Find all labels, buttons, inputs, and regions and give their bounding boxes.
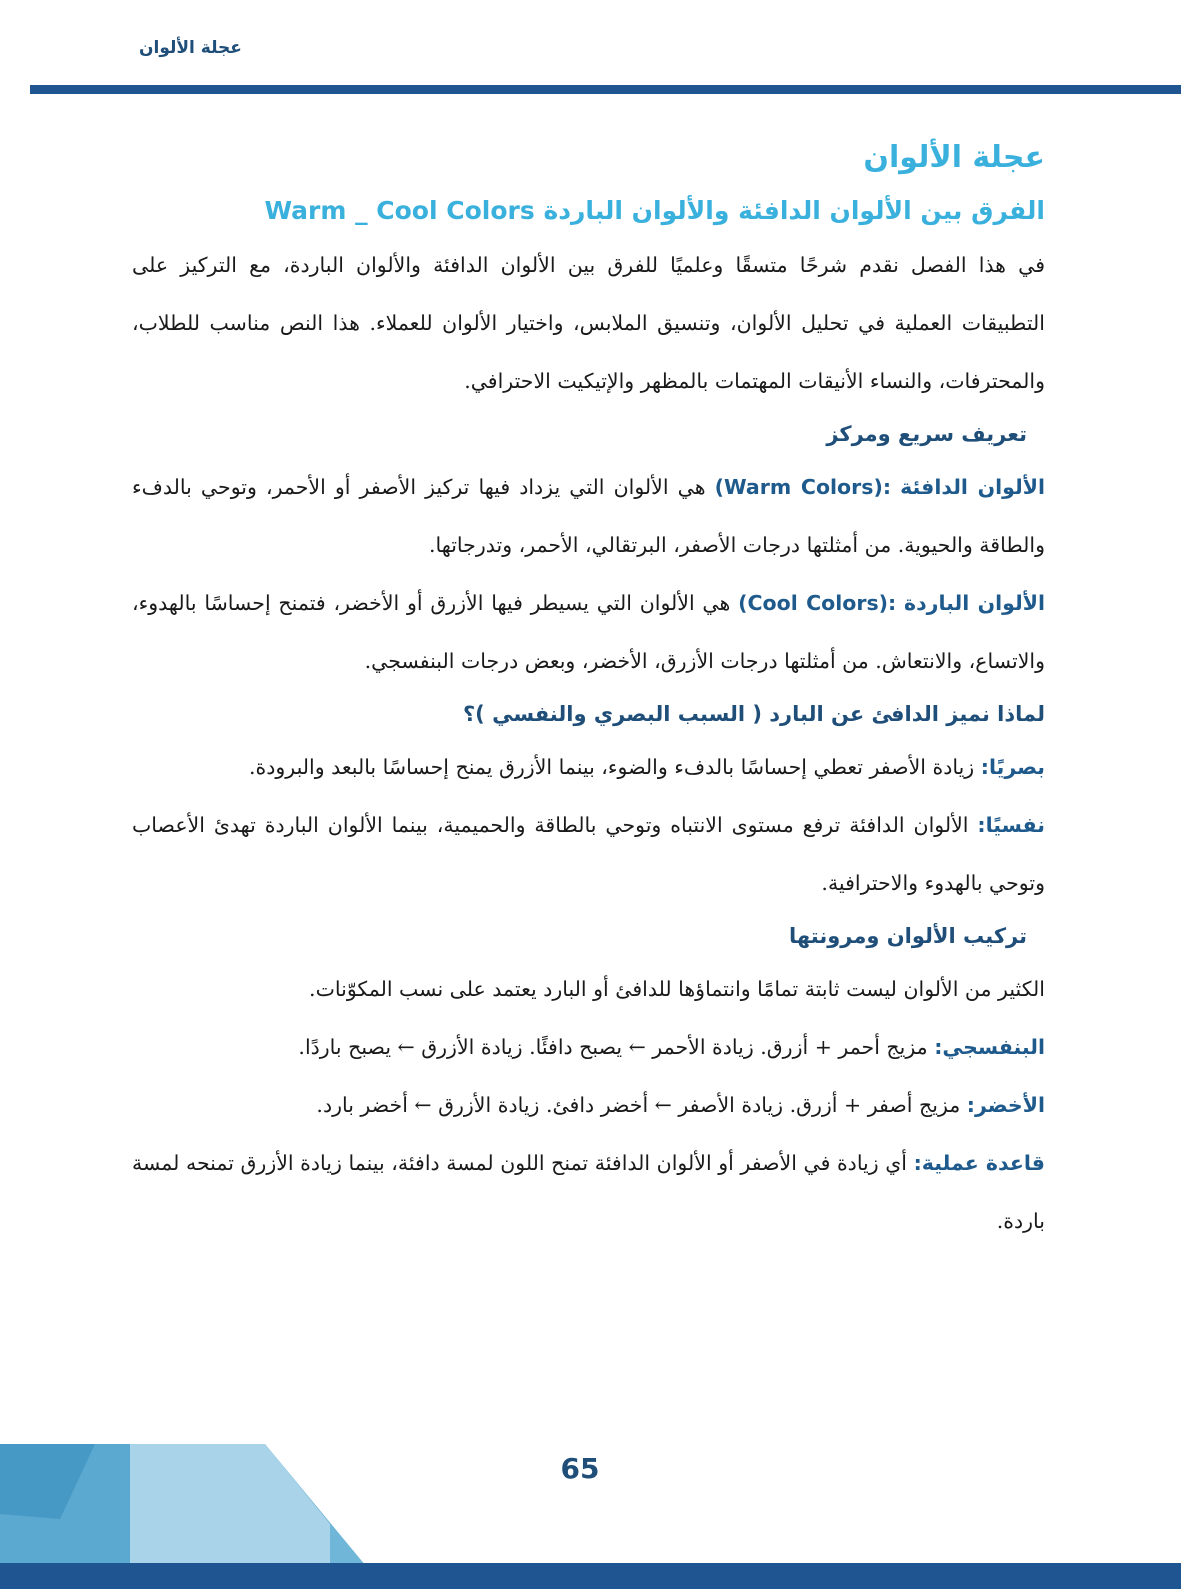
section-heading-quick-definition: تعريف سريع ومركز xyxy=(826,422,1027,446)
subtitle-english: Warm _ Cool Colors xyxy=(264,196,535,225)
psychological-term: نفسيًا: xyxy=(977,813,1045,837)
cool-colors-english: (Cool Colors): xyxy=(738,591,897,615)
running-header-title: عجلة الألوان xyxy=(139,38,242,58)
page-subtitle xyxy=(132,186,1045,236)
cool-colors-definition xyxy=(132,574,1045,690)
footer-rule xyxy=(0,1563,1181,1589)
psychological-text: الألوان الدافئة ترفع مستوى الانتباه وتوحي بالطاقة والحميمية، بينما الألوان الباردة تهدئ الأعصاب وتوحي بالهدوء والاحترافية. xyxy=(132,813,1045,895)
subtitle-arabic: الفرق بين الألوان الدافئة والألوان الباردة xyxy=(543,196,1045,225)
visual-reason xyxy=(132,738,1045,796)
purple-term: البنفسجي: xyxy=(934,1035,1045,1059)
visual-term: بصريًا: xyxy=(980,755,1045,779)
page-content xyxy=(132,130,1045,1250)
cool-colors-text: هي الألوان التي يسيطر فيها الأزرق أو الأخضر، فتمنح إحساسًا بالهدوء، والاتساع، والانتعاش. من أمثلتها درجات الأزرق، الأخضر، وبعض درجات البنفسجي. xyxy=(132,591,1045,673)
warm-colors-english: (Warm Colors): xyxy=(714,475,892,499)
practical-rule-term: قاعدة عملية: xyxy=(913,1151,1045,1175)
purple-text: مزيج أحمر + أزرق. زيادة الأحمر ← يصبح دافئًا. زيادة الأزرق ← يصبح باردًا. xyxy=(298,1035,928,1059)
green-text: مزيج أصفر + أزرق. زيادة الأصفر ← أخضر دافئ. زيادة الأزرق ← أخضر بارد. xyxy=(316,1093,961,1117)
intro-paragraph: في هذا الفصل نقدم شرحًا متسقًا وعلميًا للفرق بين الألوان الدافئة والألوان الباردة، مع التركيز على التطبيقات العملية في تحليل الألوان، وتنسيق الملابس، واختيار الألوان للعملاء. هذا النص مناسب للطلاب، والمحترفات، والنساء الأنيقات المهتمات بالمظهر والإتيكيت الاحترافي. xyxy=(132,253,1045,393)
practical-rule xyxy=(132,1134,1045,1250)
page-title: عجلة الألوان xyxy=(863,140,1045,175)
composition-intro: الكثير من الألوان ليست ثابتة تمامًا وانتماؤها للدافئ أو البارد يعتمد على نسب المكوّنات. xyxy=(309,977,1045,1001)
section-heading-color-composition: تركيب الألوان ومرونتها xyxy=(789,924,1027,948)
warm-colors-text: هي الألوان التي يزداد فيها تركيز الأصفر أو الأحمر، وتوحي بالدفء والطاقة والحيوية. من أمثلتها درجات الأصفر، البرتقالي، الأحمر، وتدرجاتها. xyxy=(132,475,1045,557)
warm-colors-definition xyxy=(132,458,1045,574)
practical-rule-text: أي زيادة في الأصفر أو الألوان الدافئة تمنح اللون لمسة دافئة، بينما زيادة الأزرق تمنحه لمسة باردة. xyxy=(132,1151,1045,1233)
cool-colors-term: الألوان الباردة xyxy=(904,591,1045,615)
psychological-reason xyxy=(132,796,1045,912)
green-term: الأخضر: xyxy=(966,1093,1045,1117)
header-rule xyxy=(30,85,1181,94)
purple-rule xyxy=(132,1018,1045,1076)
visual-text: زيادة الأصفر تعطي إحساسًا بالدفء والضوء، بينما الأزرق يمنح إحساسًا بالبعد والبرودة. xyxy=(248,755,975,779)
page-number: 65 xyxy=(560,1452,600,1485)
section-heading-why-distinguish: لماذا نميز الدافئ عن البارد ( السبب البصري والنفسي )؟ xyxy=(462,702,1045,726)
warm-colors-term: الألوان الدافئة xyxy=(900,475,1045,499)
green-rule xyxy=(132,1076,1045,1134)
